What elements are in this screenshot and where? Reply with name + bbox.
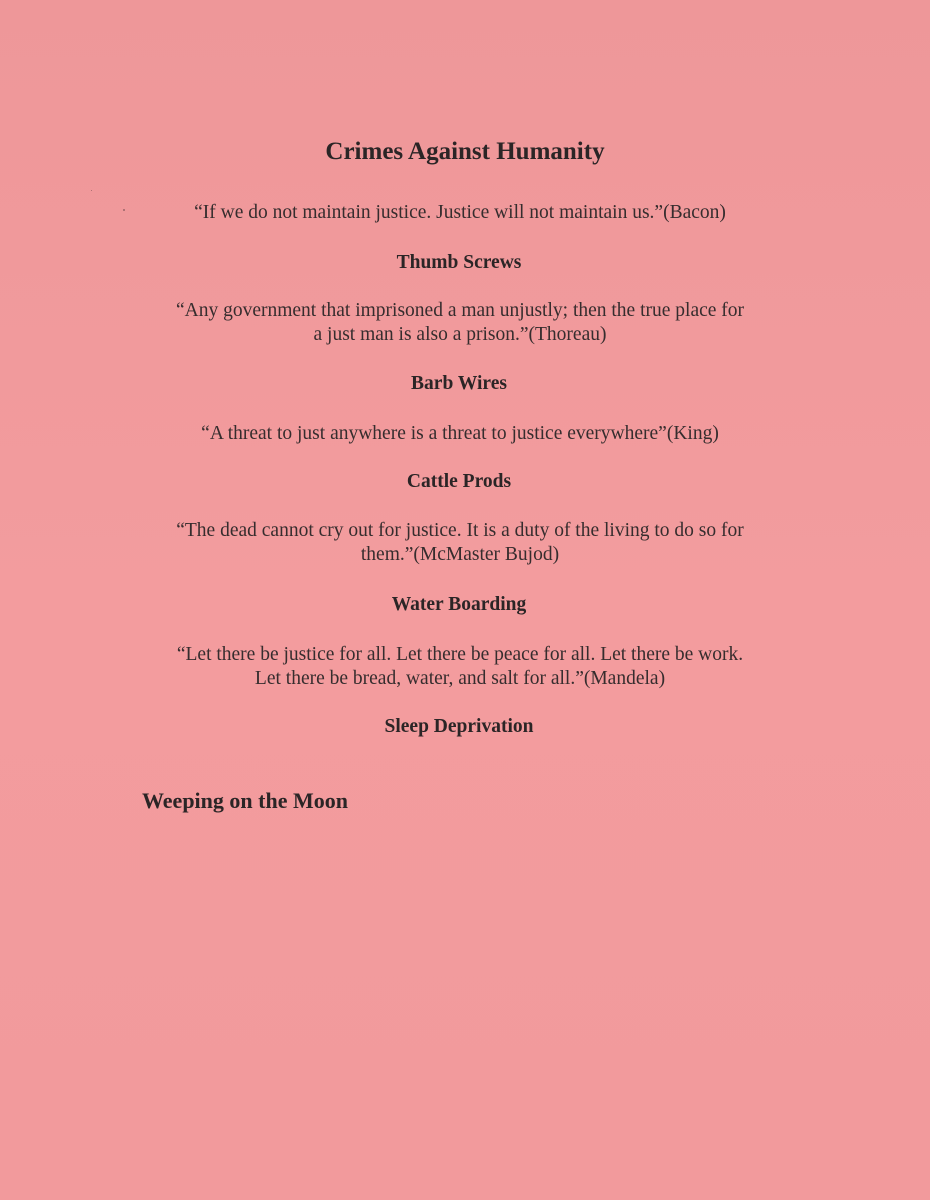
quote-line: them.”(McMaster Bujod) (360, 544, 560, 565)
document-title: Crimes Against Humanity (325, 138, 605, 165)
quote-line: “Let there be justice for all. Let there be peace for all. Let there be work. (176, 644, 744, 665)
quote-line: “A threat to just anywhere is a threat to justice everywhere”(King) (201, 423, 719, 444)
paper-speck (91, 190, 92, 191)
quote-line: a just man is also a prison.”(Thoreau) (313, 324, 607, 345)
heading-thumb-screws: Thumb Screws (396, 252, 522, 273)
quote-bacon (120, 201, 800, 225)
quote-line: “If we do not maintain justice. Justice will not maintain us.”(Bacon) (194, 202, 726, 223)
heading-barb-wires: Barb Wires (411, 373, 507, 394)
heading-sleep-deprivation: Sleep Deprivation (384, 716, 534, 737)
quote-line: “Any government that imprisoned a man unjustly; then the true place for (175, 300, 745, 321)
quote-line: Let there be bread, water, and salt for all.”(Mandela) (254, 668, 666, 689)
quote-king (120, 422, 800, 446)
quote-line: “The dead cannot cry out for justice. It is a duty of the living to do so for (176, 520, 744, 541)
closing-title: Weeping on the Moon (142, 788, 348, 813)
heading-cattle-prods: Cattle Prods (406, 471, 512, 492)
quote-mandela (120, 643, 800, 691)
heading-water-boarding: Water Boarding (391, 594, 527, 615)
quote-mcmaster-bujod (120, 519, 800, 567)
quote-thoreau (120, 299, 800, 347)
